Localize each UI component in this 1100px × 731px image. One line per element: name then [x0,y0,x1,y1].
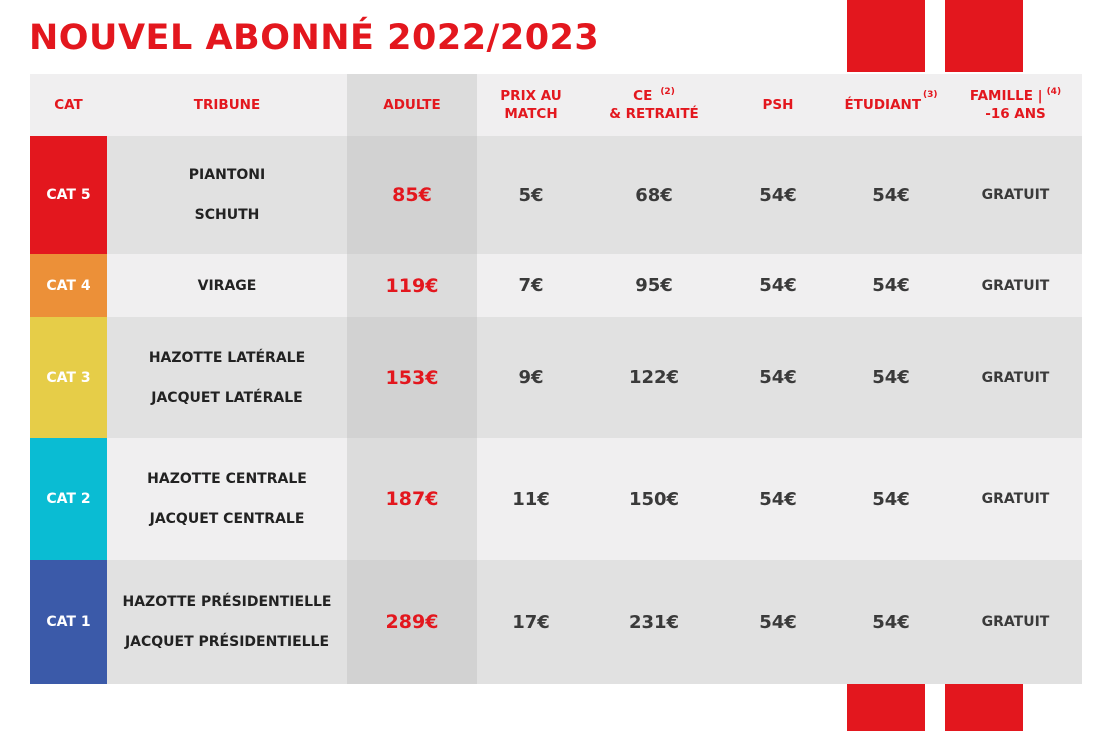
price-adulte: 119€ [347,254,477,317]
price-adulte: 289€ [347,560,477,684]
tribune-name: HAZOTTE PRÉSIDENTIELLE [122,594,332,610]
header-cat: CAT [30,74,107,136]
price-etudiant: 54€ [833,136,949,254]
table-row-cat-4 [30,254,1082,317]
price-ce: 150€ [585,438,723,560]
header-tribune: TRIBUNE [107,74,347,136]
bottom-stripe-right [945,684,1023,731]
price-famille: GRATUIT [949,136,1082,254]
table-row-cat-3 [30,317,1082,438]
cat-label: CAT 4 [30,254,107,317]
cat-label: CAT 1 [30,560,107,684]
tribune-cell [107,438,347,560]
price-famille: GRATUIT [949,560,1082,684]
page-title: NOUVEL ABONNÉ 2022/2023 [29,18,600,58]
price-etudiant: 54€ [833,438,949,560]
price-adulte: 85€ [347,136,477,254]
tribune-name: JACQUET PRÉSIDENTIELLE [124,634,330,650]
tribune-cell [107,560,347,684]
table-row-cat-2 [30,438,1082,560]
price-famille: GRATUIT [949,254,1082,317]
cat-label: CAT 2 [30,438,107,560]
price-prix-match: 5€ [477,136,585,254]
tribune-cell [107,254,347,317]
price-etudiant: 54€ [833,560,949,684]
etudiant-footnote-ref: (3) [923,90,938,100]
tribune-cell [107,136,347,254]
table-row-cat-5 [30,136,1082,254]
famille-footnote-ref: (4) [1046,87,1062,97]
tribune-name: JACQUET CENTRALE [149,511,305,527]
pricing-table [30,74,1082,684]
price-psh: 54€ [723,254,833,317]
price-adulte: 187€ [347,438,477,560]
price-ce: 95€ [585,254,723,317]
tribune-name: HAZOTTE CENTRALE [147,471,307,487]
ce-footnote-ref: (2) [660,87,675,97]
tribune-name: JACQUET LATÉRALE [151,389,303,406]
header-row [30,74,1082,136]
cat-label: CAT 3 [30,317,107,438]
price-ce: 231€ [585,560,723,684]
price-psh: 54€ [723,317,833,438]
price-etudiant: 54€ [833,254,949,317]
price-psh: 54€ [723,438,833,560]
header-prix-au-match: PRIX AU MATCH [477,74,585,136]
price-psh: 54€ [723,560,833,684]
bottom-stripe-left [847,684,925,731]
tribune-name: SCHUTH [194,207,260,223]
price-psh: 54€ [723,136,833,254]
header-etudiant: ÉTUDIANT$^{(3)}$ [833,74,949,136]
tribune-name: PIANTONI [188,167,266,183]
price-ce: 68€ [585,136,723,254]
price-prix-match: 11€ [477,438,585,560]
header-adulte: ADULTE [347,74,477,136]
table-row-cat-1 [30,560,1082,684]
top-stripe-right [945,0,1023,72]
price-adulte: 153€ [347,317,477,438]
cat-label: CAT 5 [30,136,107,254]
price-prix-match: 17€ [477,560,585,684]
price-prix-match: 9€ [477,317,585,438]
price-ce: 122€ [585,317,723,438]
tribune-name: VIRAGE [197,277,257,294]
header-psh: PSH [723,74,833,136]
tribune-name: HAZOTTE LATÉRALE [148,349,306,366]
tribune-cell [107,317,347,438]
price-famille: GRATUIT [949,438,1082,560]
header-famille: FAMILLE | $^{(4)}$ -16 ANS [949,74,1082,136]
top-stripe-left [847,0,925,72]
price-etudiant: 54€ [833,317,949,438]
header-ce-retraite: CE $^{(2)}$ & RETRAITÉ [585,74,723,136]
price-famille: GRATUIT [949,317,1082,438]
price-prix-match: 7€ [477,254,585,317]
